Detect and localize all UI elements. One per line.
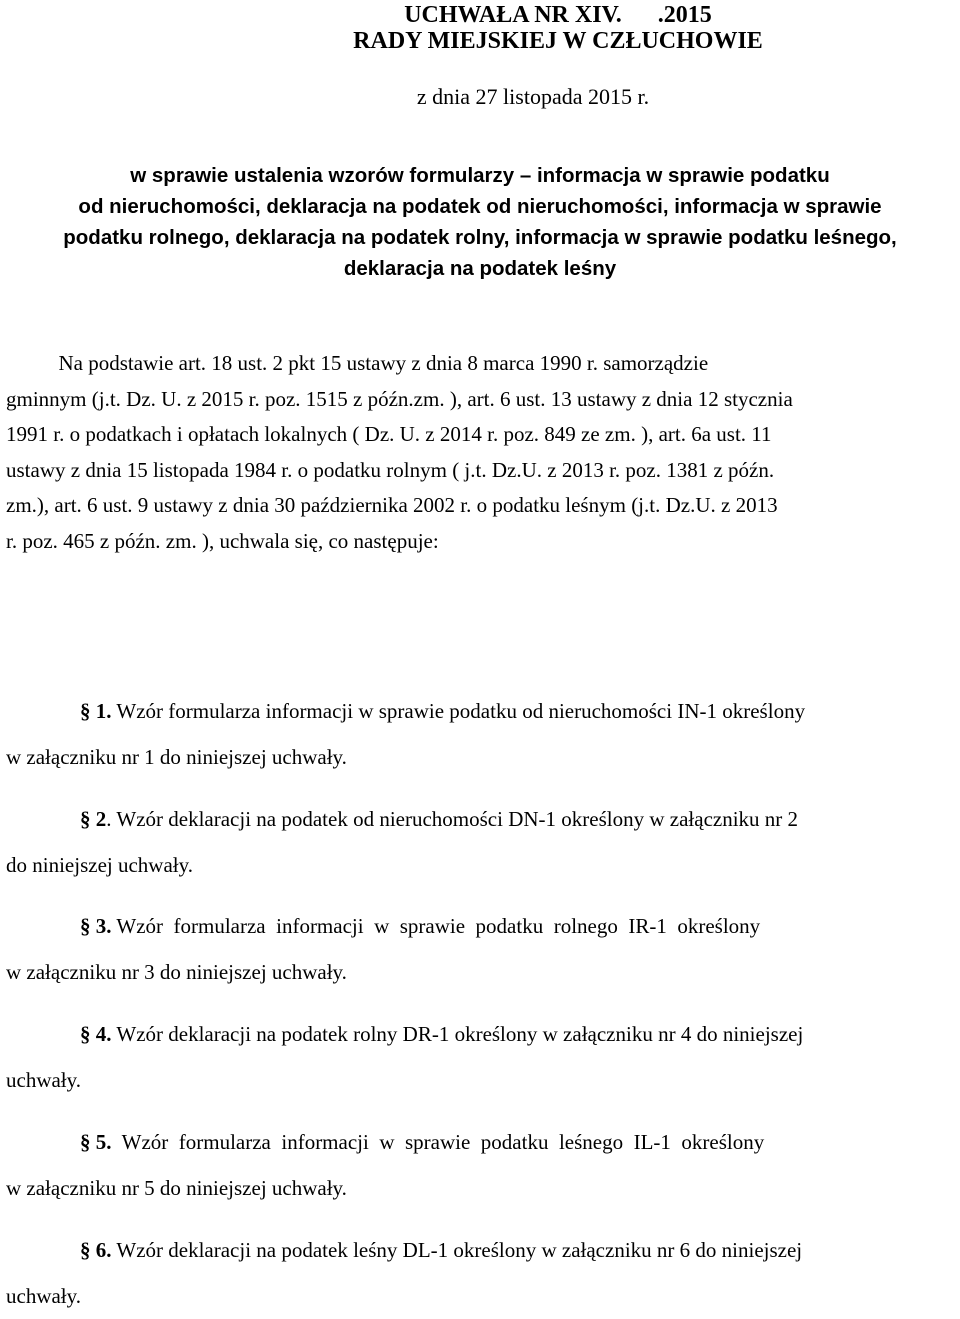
section-text: do niniejszej uchwały.: [6, 853, 194, 877]
section-6: [6, 1227, 956, 1319]
section-symbol: §: [80, 1022, 91, 1046]
section-text: uchwały.: [6, 1068, 82, 1092]
subject-line: od nieruchomości, deklaracja na podatek od nieruchomości, informacja w sprawie: [78, 195, 882, 218]
section-symbol: §: [80, 1238, 91, 1262]
section-text: Wzór formularza informacji w sprawie podatku leśnego IL-1 określony: [111, 1130, 765, 1154]
legal-basis-line: zm.), art. 6 ust. 9 ustawy z dnia 30 października 2002 r. o podatku leśnym (j.t. Dz.U. z 2013: [6, 493, 778, 517]
section-text: w załączniku nr 1 do niniejszej uchwały.: [6, 745, 347, 769]
subject-line: deklaracja na podatek leśny: [343, 257, 617, 280]
section-symbol: §: [80, 699, 91, 723]
resolution-date: z dnia 27 listopada 2015 r.: [416, 84, 650, 109]
legal-basis-paragraph: [6, 346, 956, 559]
subject-line: podatku rolnego, deklaracja na podatek rolny, informacja w sprawie podatku leśnego,: [63, 226, 897, 249]
section-symbol: §: [80, 914, 91, 938]
section-5: [6, 1119, 956, 1211]
section-text: . Wzór deklaracji na podatek od nieruchomości DN-1 określony w załączniku nr 2: [106, 807, 799, 831]
legal-basis-line: 1991 r. o podatkach i opłatach lokalnych ( Dz. U. z 2014 r. poz. 849 ze zm. ), art. 6a ust. 11: [6, 422, 772, 446]
section-text: uchwały.: [6, 1284, 82, 1308]
section-symbol: §: [80, 1130, 91, 1154]
legal-basis-line: ustawy z dnia 15 listopada 1984 r. o podatku rolnym ( j.t. Dz.U. z 2013 r. poz. 1381 z późn.: [6, 457, 775, 482]
section-text: Wzór formularza informacji w sprawie podatku rolnego IR-1 określony: [111, 914, 761, 938]
resolution-subject: [0, 160, 960, 284]
section-text: Wzór deklaracji na podatek leśny DL-1 określony w załączniku nr 6 do niniejszej: [111, 1238, 803, 1262]
section-text: w załączniku nr 3 do niniejszej uchwały.: [6, 960, 347, 984]
section-symbol: §: [80, 807, 91, 831]
section-number: 6.: [95, 1238, 112, 1262]
section-3: [6, 903, 956, 995]
legal-basis-line: r. poz. 465 z późn. zm. ), uchwala się, co następuje:: [6, 528, 439, 553]
section-number: 5.: [95, 1130, 112, 1154]
section-number: 3.: [95, 914, 112, 938]
section-4: [6, 1011, 956, 1103]
resolution-number-title: UCHWAŁA NR XIV. .2015: [404, 2, 712, 28]
section-1: [6, 688, 956, 780]
legal-basis-line: gminnym (j.t. Dz. U. z 2015 r. poz. 1515 z późn.zm. ), art. 6 ust. 13 ustawy z dnia 12 stycznia: [6, 386, 793, 411]
section-text: Wzór formularza informacji w sprawie podatku od nieruchomości IN-1 określony: [111, 699, 806, 723]
section-number: 2: [95, 807, 107, 831]
section-text: Wzór deklaracji na podatek rolny DR-1 określony w załączniku nr 4 do niniejszej: [111, 1022, 804, 1046]
legal-basis-line: Na podstawie art. 18 ust. 2 pkt 15 ustawy z dnia 8 marca 1990 r. samorządzie: [6, 351, 709, 375]
section-text: w załączniku nr 5 do niniejszej uchwały.: [6, 1176, 347, 1200]
section-number: 1.: [95, 699, 112, 723]
section-number: 4.: [95, 1022, 112, 1046]
council-name-title: RADY MIEJSKIEJ W CZŁUCHOWIE: [353, 28, 763, 54]
section-2: [6, 796, 956, 888]
subject-line: w sprawie ustalenia wzorów formularzy – informacja w sprawie podatku: [130, 164, 830, 187]
